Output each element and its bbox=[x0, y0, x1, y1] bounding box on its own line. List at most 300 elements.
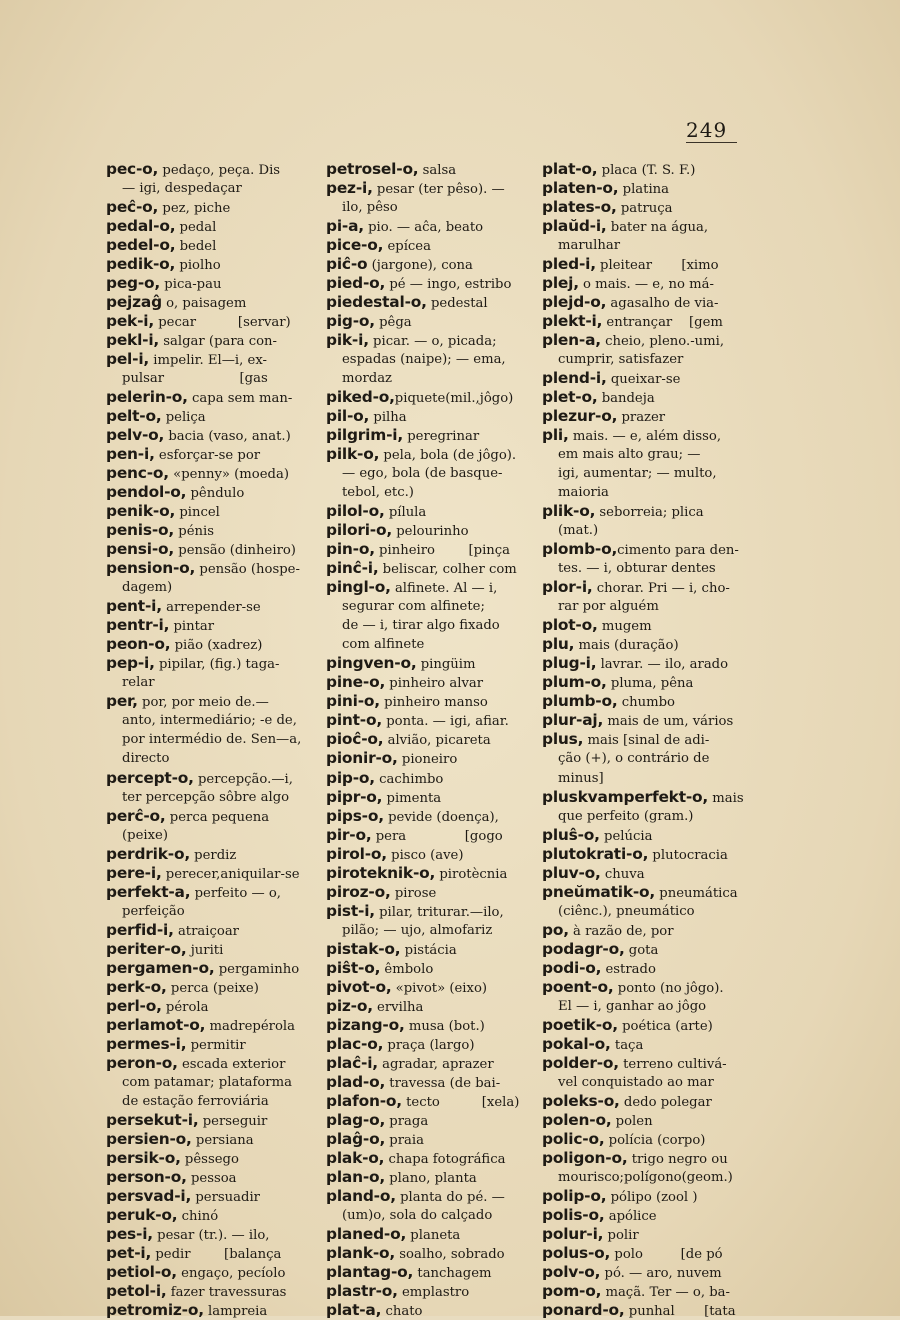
definition: engaço, pecíolo bbox=[176, 1265, 286, 1281]
definition: plutocracia bbox=[648, 847, 728, 863]
definition: chato bbox=[381, 1303, 423, 1319]
headword: pluv-o, bbox=[542, 863, 601, 882]
entry-line bbox=[542, 978, 754, 997]
definition: pio. — aĉa, beato bbox=[363, 220, 484, 236]
definition: cimento para den- bbox=[617, 543, 739, 559]
continuation-line bbox=[326, 597, 528, 616]
definition: mais. — e, além disso, bbox=[568, 429, 722, 445]
entry-line bbox=[106, 198, 314, 217]
entry-line bbox=[542, 940, 754, 959]
definition: polen bbox=[611, 1113, 653, 1129]
definition: maçã. Ter — o, ba- bbox=[601, 1284, 730, 1300]
definition: pilar, triturar.—ilo, bbox=[374, 904, 504, 920]
definition: pulsar [gas bbox=[122, 371, 268, 387]
definition: tes. — i, obturar dentes bbox=[558, 561, 716, 577]
headword: perfekt-a, bbox=[106, 882, 191, 901]
definition: queixar-se bbox=[606, 372, 681, 388]
entry-line bbox=[542, 1016, 754, 1035]
page-number: 249 bbox=[686, 118, 737, 143]
definition: ção (+), o contrário de bbox=[558, 751, 710, 767]
headword: pini-o, bbox=[326, 692, 380, 711]
definition: polícia (corpo) bbox=[604, 1132, 706, 1148]
entry-line bbox=[542, 826, 754, 845]
entry-line bbox=[542, 1282, 754, 1301]
definition: peliça bbox=[161, 410, 206, 426]
continuation-line bbox=[542, 464, 754, 483]
headword: pied-o, bbox=[326, 274, 386, 293]
definition: lavrar. — ilo, arado bbox=[596, 657, 729, 673]
continuation-line bbox=[542, 521, 754, 540]
entry-line bbox=[542, 179, 754, 198]
definition: igi, aumentar; — multo, bbox=[558, 466, 717, 482]
definition: pólipo (zool ) bbox=[606, 1189, 698, 1205]
headword: poent-o, bbox=[542, 977, 614, 996]
definition: pião (xadrez) bbox=[170, 638, 263, 654]
headword: plumb-o, bbox=[542, 692, 618, 711]
definition: pensão (dinheiro) bbox=[174, 543, 296, 559]
entry-line bbox=[326, 1244, 528, 1263]
entry-line bbox=[106, 274, 314, 293]
entry-line bbox=[326, 1111, 528, 1130]
entry-line bbox=[542, 654, 754, 673]
entry-line bbox=[326, 826, 528, 845]
definition: chuva bbox=[600, 866, 645, 882]
headword: pilori-o, bbox=[326, 521, 393, 540]
definition: pneumática bbox=[655, 885, 738, 901]
entry-line bbox=[542, 1130, 754, 1149]
entry-line bbox=[542, 864, 754, 883]
definition: El — i, ganhar ao jôgo bbox=[558, 998, 707, 1014]
entry-line bbox=[106, 160, 314, 179]
headword: plates-o, bbox=[542, 198, 617, 217]
entry-line bbox=[106, 1016, 314, 1035]
headword: petiol-o, bbox=[106, 1262, 177, 1281]
definition: emplastro bbox=[397, 1284, 470, 1300]
headword: petol-i, bbox=[106, 1281, 167, 1300]
headword: petrosel-o, bbox=[326, 160, 419, 178]
entry-line bbox=[106, 1054, 314, 1073]
definition: poética (arte) bbox=[617, 1018, 713, 1034]
definition: pêndulo bbox=[186, 486, 245, 502]
entry-line bbox=[326, 331, 528, 350]
entry-line bbox=[326, 179, 528, 198]
entry-line bbox=[542, 1206, 754, 1225]
headword: pneŭmatik-o, bbox=[542, 882, 656, 901]
definition: pelúcia bbox=[599, 828, 653, 844]
definition: em mais alto grau; — bbox=[558, 447, 701, 463]
definition: (um)o, sola do calçado bbox=[342, 1207, 493, 1223]
headword: pilgrim-i, bbox=[326, 426, 403, 445]
headword: pedel-o, bbox=[106, 236, 176, 255]
continuation-line bbox=[106, 673, 314, 692]
headword: perĉ-o, bbox=[106, 806, 166, 825]
continuation-line bbox=[106, 730, 314, 749]
continuation-line bbox=[326, 350, 528, 369]
entry-line bbox=[326, 1073, 528, 1092]
entry-line bbox=[106, 1130, 314, 1149]
headword: piŝt-o, bbox=[326, 958, 381, 977]
definition: taça bbox=[610, 1037, 644, 1053]
headword: po, bbox=[542, 920, 569, 939]
definition: mordaz bbox=[342, 371, 393, 387]
entry-line bbox=[326, 521, 528, 540]
headword: pland-o, bbox=[326, 1186, 396, 1205]
definition: cheio, pleno.-umi, bbox=[600, 334, 725, 350]
headword: poetik-o, bbox=[542, 1015, 618, 1034]
headword: peron-o, bbox=[106, 1053, 178, 1072]
headword: pensi-o, bbox=[106, 540, 175, 559]
definition: chumbo bbox=[617, 695, 675, 711]
headword: plik-o, bbox=[542, 502, 596, 521]
definition: soalho, sobrado bbox=[395, 1246, 505, 1262]
definition: pinheiro [pinça bbox=[374, 543, 511, 559]
headword: person-o, bbox=[106, 1167, 187, 1186]
definition: chorar. Pri — i, cho- bbox=[592, 581, 730, 597]
headword: pent-i, bbox=[106, 597, 162, 616]
entry-line bbox=[326, 845, 528, 864]
headword: pilol-o, bbox=[326, 502, 385, 521]
definition: lampreia bbox=[203, 1303, 268, 1319]
entry-line bbox=[326, 711, 528, 730]
entry-line bbox=[326, 502, 528, 521]
headword: pet-i, bbox=[106, 1243, 152, 1262]
headword: persekut-i, bbox=[106, 1110, 199, 1129]
entry-line bbox=[106, 1244, 314, 1263]
entry-line bbox=[326, 445, 528, 464]
entry-line bbox=[326, 749, 528, 768]
continuation-line bbox=[106, 369, 314, 388]
definition: pica-pau bbox=[160, 277, 222, 293]
definition: maioria bbox=[558, 485, 609, 501]
entry-line bbox=[106, 255, 314, 274]
headword: pin-o, bbox=[326, 540, 375, 559]
entry-line bbox=[542, 1092, 754, 1111]
entry-line bbox=[326, 1168, 528, 1187]
entry-line bbox=[542, 883, 754, 902]
definition: bandeja bbox=[597, 391, 655, 407]
entry-line bbox=[326, 540, 528, 559]
definition: juriti bbox=[186, 942, 224, 958]
entry-line bbox=[542, 730, 754, 749]
entry-line bbox=[106, 1263, 314, 1282]
continuation-line bbox=[542, 807, 754, 826]
headword: pir-o, bbox=[326, 825, 372, 844]
definition: pinheiro manso bbox=[379, 695, 488, 711]
definition: entrançar [gem bbox=[602, 315, 723, 331]
entry-line bbox=[326, 730, 528, 749]
headword: plad-o, bbox=[326, 1072, 386, 1091]
headword: perl-o, bbox=[106, 996, 162, 1015]
continuation-line bbox=[106, 749, 314, 768]
definition: gota bbox=[624, 942, 659, 958]
entry-line bbox=[326, 1187, 528, 1206]
headword: pedik-o, bbox=[106, 255, 176, 274]
definition: pérola bbox=[161, 999, 209, 1015]
definition: pleitear [ximo bbox=[595, 258, 719, 274]
entry-line bbox=[326, 160, 528, 179]
headword: plot-o, bbox=[542, 616, 598, 635]
entry-line bbox=[326, 654, 528, 673]
continuation-line bbox=[106, 1092, 314, 1111]
headword: polur-i, bbox=[542, 1224, 604, 1243]
definition: punhal [tata bbox=[624, 1303, 736, 1319]
definition: ponta. — igi, afiar. bbox=[382, 714, 509, 730]
entry-line bbox=[106, 426, 314, 445]
entry-line bbox=[106, 769, 314, 788]
definition: relar bbox=[122, 675, 155, 691]
entry-line bbox=[106, 1206, 314, 1225]
headword: percept-o, bbox=[106, 768, 194, 787]
headword: pokal-o, bbox=[542, 1034, 611, 1053]
headword: piz-o, bbox=[326, 996, 373, 1015]
entry-line bbox=[326, 807, 528, 826]
definition: (mat.) bbox=[558, 523, 599, 539]
entry-line bbox=[106, 1149, 314, 1168]
definition: planta do pé. — bbox=[395, 1189, 505, 1205]
continuation-line bbox=[106, 902, 314, 921]
entry-line bbox=[326, 673, 528, 692]
definition: pez, piche bbox=[158, 201, 231, 217]
entry-line bbox=[542, 1263, 754, 1282]
entry-line bbox=[106, 616, 314, 635]
headword: plastr-o, bbox=[326, 1281, 398, 1300]
definition: minus] bbox=[558, 770, 604, 786]
headword: perk-o, bbox=[106, 977, 167, 996]
headword: polder-o, bbox=[542, 1053, 619, 1072]
definition: perdiz bbox=[189, 847, 237, 863]
definition: patruça bbox=[616, 201, 673, 217]
definition: mais de um, vários bbox=[603, 714, 734, 730]
definition: pincel bbox=[175, 505, 220, 521]
definition: bacia (vaso, anat.) bbox=[164, 429, 291, 445]
headword: penc-o, bbox=[106, 464, 169, 483]
definition: pluma, pêna bbox=[606, 676, 694, 692]
headword: pen-i, bbox=[106, 445, 155, 464]
definition: arrepender-se bbox=[161, 600, 261, 616]
entry-line bbox=[326, 293, 528, 312]
continuation-line bbox=[106, 1073, 314, 1092]
definition: fazer travessuras bbox=[166, 1284, 287, 1300]
definition: praça (largo) bbox=[383, 1037, 475, 1053]
entry-line bbox=[542, 959, 754, 978]
definition: pedaço, peça. Dis bbox=[158, 163, 281, 178]
entry-line bbox=[326, 217, 528, 236]
entry-line bbox=[106, 388, 314, 407]
headword: pel-i, bbox=[106, 350, 150, 369]
headword: pluŝ-o, bbox=[542, 825, 600, 844]
headword: plet-o, bbox=[542, 388, 598, 407]
entry-line bbox=[326, 769, 528, 788]
continuation-line bbox=[542, 559, 754, 578]
entry-line bbox=[106, 331, 314, 350]
definition: ilo, pêso bbox=[342, 200, 398, 216]
definition: travessa (de bai- bbox=[385, 1075, 501, 1091]
headword: piedestal-o, bbox=[326, 293, 427, 312]
definition: polo [de pó bbox=[610, 1246, 723, 1262]
headword: pi-a, bbox=[326, 217, 364, 236]
entry-line bbox=[106, 807, 314, 826]
continuation-line bbox=[542, 749, 754, 768]
entry-line bbox=[326, 426, 528, 445]
definition: musa (bot.) bbox=[404, 1018, 485, 1034]
headword: pep-i, bbox=[106, 654, 155, 673]
definition: bater na água, bbox=[606, 220, 709, 236]
entry-line bbox=[542, 293, 754, 312]
entry-line bbox=[106, 959, 314, 978]
definition: salsa bbox=[418, 163, 457, 178]
entry-line bbox=[542, 692, 754, 711]
continuation-line bbox=[326, 369, 528, 388]
entry-line bbox=[326, 388, 528, 407]
entry-line bbox=[106, 864, 314, 883]
definition: cumprir, satisfazer bbox=[558, 352, 684, 368]
definition: planeta bbox=[406, 1227, 461, 1243]
definition: com patamar; plataforma bbox=[122, 1074, 292, 1090]
entry-line bbox=[542, 1054, 754, 1073]
definition: chapa fotográfica bbox=[384, 1151, 506, 1167]
entry-line bbox=[326, 1225, 528, 1244]
headword: pek-i, bbox=[106, 312, 155, 331]
definition: pedir [balança bbox=[151, 1246, 282, 1262]
entry-line bbox=[542, 711, 754, 730]
definition: de estação ferroviária bbox=[122, 1093, 269, 1109]
definition: pelourinho bbox=[392, 524, 469, 540]
entry-line bbox=[106, 502, 314, 521]
column-1 bbox=[106, 160, 314, 1320]
headword: persvad-i, bbox=[106, 1186, 192, 1205]
entry-line bbox=[542, 540, 754, 559]
headword: pizang-o, bbox=[326, 1015, 405, 1034]
headword: pendol-o, bbox=[106, 483, 187, 502]
continuation-line bbox=[326, 1206, 528, 1225]
headword: plak-o, bbox=[326, 1148, 385, 1167]
headword: periter-o, bbox=[106, 939, 187, 958]
headword: polv-o, bbox=[542, 1262, 601, 1281]
headword: polis-o, bbox=[542, 1205, 605, 1224]
definition: pêga bbox=[374, 315, 412, 331]
headword: plat-o, bbox=[542, 160, 598, 178]
headword: pentr-i, bbox=[106, 616, 170, 635]
headword: pipr-o, bbox=[326, 787, 383, 806]
definition: pergaminho bbox=[214, 961, 300, 977]
continuation-line bbox=[106, 578, 314, 597]
definition: pipilar, (fig.) taga- bbox=[154, 657, 280, 673]
definition: cachimbo bbox=[374, 771, 444, 787]
headword: plug-i, bbox=[542, 654, 597, 673]
headword: plutokrati-o, bbox=[542, 844, 649, 863]
headword: pivot-o, bbox=[326, 977, 392, 996]
entry-line bbox=[542, 426, 754, 445]
headword: polic-o, bbox=[542, 1129, 605, 1148]
definition: pistácia bbox=[400, 942, 457, 958]
definition: pirotècnia bbox=[435, 866, 508, 882]
headword: plank-o, bbox=[326, 1243, 396, 1262]
definition: pesar (tr.). — ilo, bbox=[152, 1227, 270, 1243]
entry-line bbox=[542, 312, 754, 331]
definition: (peixe) bbox=[122, 827, 168, 843]
entry-line bbox=[542, 1149, 754, 1168]
entry-line bbox=[326, 883, 528, 902]
headword: plaĉ-i, bbox=[326, 1053, 378, 1072]
definition: trigo negro ou bbox=[627, 1151, 728, 1167]
entry-line bbox=[106, 236, 314, 255]
definition: perecer,aniquilar-se bbox=[161, 866, 300, 882]
continuation-line bbox=[542, 1168, 754, 1187]
definition: perfeição bbox=[122, 903, 185, 919]
entry-line bbox=[106, 883, 314, 902]
definition: por intermédio de. Sen—a, bbox=[122, 732, 302, 748]
definition: percepção.—i, bbox=[193, 771, 293, 787]
definition: segurar com alfinete; bbox=[342, 599, 485, 615]
headword: pionir-o, bbox=[326, 749, 398, 768]
headword: pingven-o, bbox=[326, 654, 417, 673]
definition: bedel bbox=[175, 239, 217, 255]
headword: plejd-o, bbox=[542, 293, 607, 312]
continuation-line bbox=[542, 350, 754, 369]
entry-line bbox=[542, 921, 754, 940]
definition: pimenta bbox=[382, 790, 442, 806]
entry-line bbox=[106, 483, 314, 502]
entry-line bbox=[542, 388, 754, 407]
entry-line bbox=[106, 217, 314, 236]
definition: persuadir bbox=[191, 1189, 260, 1205]
definition: epícea bbox=[383, 239, 431, 255]
entry-line bbox=[326, 274, 528, 293]
definition: «penny» (moeda) bbox=[168, 467, 289, 483]
column-3 bbox=[542, 160, 754, 1320]
entry-line bbox=[542, 1225, 754, 1244]
entry-line bbox=[542, 407, 754, 426]
definition: perseguir bbox=[198, 1113, 268, 1129]
definition: perca (peixe) bbox=[166, 980, 259, 996]
definition: êmbolo bbox=[380, 961, 434, 977]
definition: espadas (naipe); — ema, bbox=[342, 352, 506, 368]
headword: plafon-o, bbox=[326, 1091, 402, 1110]
entry-line bbox=[326, 1149, 528, 1168]
entry-line bbox=[106, 940, 314, 959]
continuation-line bbox=[106, 179, 314, 198]
headword: pec-o, bbox=[106, 160, 159, 178]
definition: — igi, despedaçar bbox=[122, 181, 242, 197]
headword: petromiz-o, bbox=[106, 1300, 204, 1319]
continuation-line bbox=[542, 1073, 754, 1092]
definition: tecto [xela) bbox=[401, 1094, 520, 1110]
entry-line bbox=[326, 559, 528, 578]
definition: pó. — aro, nuvem bbox=[600, 1265, 722, 1281]
definition: pêssego bbox=[180, 1151, 239, 1167]
definition: «pivot» (eixo) bbox=[391, 980, 488, 996]
entry-line bbox=[106, 692, 314, 711]
entry-line bbox=[326, 1263, 528, 1282]
definition: pecar [servar) bbox=[154, 315, 291, 331]
headword: pere-i, bbox=[106, 863, 162, 882]
continuation-line bbox=[542, 236, 754, 255]
entry-line bbox=[326, 940, 528, 959]
headword: podi-o, bbox=[542, 958, 602, 977]
headword: plur-aj, bbox=[542, 711, 604, 730]
definition: pirose bbox=[390, 885, 437, 901]
definition: perfeito — o, bbox=[190, 885, 281, 901]
continuation-line bbox=[326, 921, 528, 940]
headword: pelerin-o, bbox=[106, 388, 188, 407]
headword: pips-o, bbox=[326, 806, 384, 825]
definition: madrepérola bbox=[205, 1018, 295, 1034]
definition: praga bbox=[385, 1113, 429, 1129]
entry-line bbox=[106, 1035, 314, 1054]
entry-line bbox=[106, 293, 314, 312]
entry-line bbox=[106, 540, 314, 559]
definition: de — i, tirar algo fixado bbox=[342, 618, 500, 634]
